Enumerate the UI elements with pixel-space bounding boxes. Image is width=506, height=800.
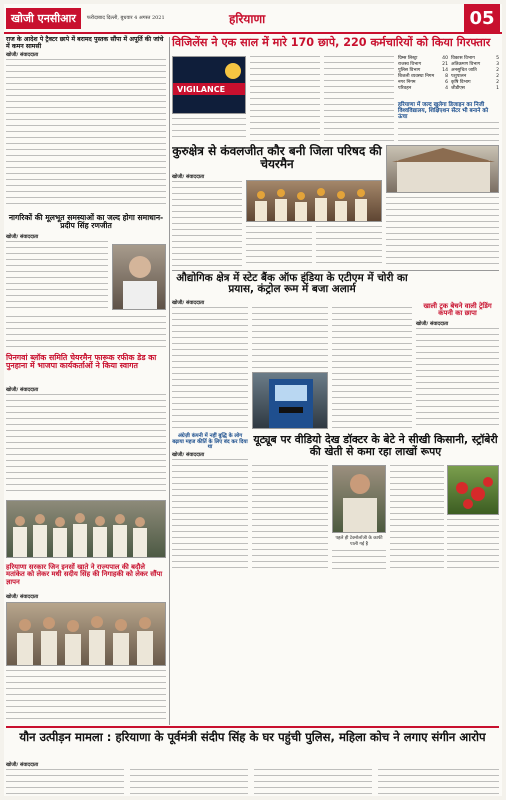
pinjore-group-photo [6,500,166,558]
story-kurukshetra-headline: कुरुक्षेत्र से कंवलजीत कौर बनी जिला परिषद की चेयरमैन [172,144,382,171]
vigilance-badge-text: VIGILANCE [177,85,226,94]
table-row: नगर निगम 6 [398,80,448,85]
story-youtube-body-4 [447,519,499,569]
vigilance-badge-graphic [172,56,246,114]
table-row: कृषि विभाग 2 [451,80,499,85]
story-youtube-body-1 [252,465,328,569]
table-row: पुलिस विभाग 14 [398,68,448,73]
farmer-photo [332,465,386,533]
story-metoo-body-1 [6,769,124,795]
department-table-left [398,56,448,92]
story-trucks-headline: खाली ट्रक बेचने वाली ट्रेडिंग कंपनी का छापा [423,302,492,318]
story-kurukshetra-body-3 [316,226,382,267]
story-metoo-body-2 [130,769,248,795]
story-youtube-headline: यूट्यूब पर वीडियो देख डॉक्टर के बेटे ने सीखी किसानी, स्ट्रॉबेरी की खेती से कमा रहा लाखों रूपए [253,433,498,458]
story-vigilance-body-2 [324,56,394,142]
table-row: परिवहन 4 [398,86,448,91]
farmer-photo-caption: पहले ही टेक्नोलॉजी के काफी पाली गई है [335,536,383,547]
story-pension-byline: खोजी/ संवाददाता [6,594,39,600]
story-leader-body-2 [6,316,166,348]
table-row: विकास विभाग 5 [451,56,499,61]
story-university-body [398,122,499,142]
story-youtube-body-2 [332,550,386,569]
page-number: 05 [464,4,500,32]
story-leader-body [6,241,108,313]
table-row: ग्रिम्स लिस्ट्रा 40 [398,56,448,61]
newspaper-page [4,4,502,796]
story-kurukshetra-body-2 [246,226,312,267]
story-left-top-headline: राज के आदेश पे ट्रैक्टर छापे में बरामद पुस्तक सौंपा में अपूर्ति की जांचे में कमन सामसी [6,36,164,50]
story-left-top-byline: खोजी/ संवाददाता [6,52,39,58]
story-leader-byline: खोजी/ संवाददाता [6,234,39,240]
story-sbi-body-1 [172,307,248,429]
story-metoo-body-4 [378,769,499,795]
table-row: राजस्व विभाग 21 [398,62,448,67]
story-english-headline: अंग्रेज़ी कंपनी में नहीं बुद्धि के लोग बढ़ाया महज कीर्ति के लिए बंद कर दिया था [172,433,248,451]
story-vigilance-headline: विजिलेंस ने एक साल में मारे 170 छापे, 220 कर्मचारियों को किया गिरफ्तार [172,36,491,49]
pension-group-photo [6,602,166,666]
story-trucks-body [416,328,499,429]
story-left-top-body [6,59,166,209]
section-divider [172,270,499,271]
story-metoo-headline: यौन उत्पीड़न मामला : हरियाणा के पूर्वमंत्री संदीप सिंह के घर पहुंची पुलिस, महिला कोच ने लगाए संगीन आरोप [19,730,486,744]
story-pinjore-headline: पिनगवां ब्लॉक समिति चेयरमैन फारूक रफीक डेड का पुनहाना में भाजपा कार्यकर्ताओं ने किया स्वागत [6,353,157,371]
story-university-headline: हरियाणा में जल्द खुलेगा डिजाइन का निजी विश्वविद्यालय, शिक्षिएशन सेंटर भी बनाने को ऊंचा [398,102,489,121]
story-pinjore-body [6,394,166,494]
column-divider [169,37,170,725]
story-pension-headline: हरियाणा सरकार जिन इनसों खाते ने राज्यपाल की बदौले मतांकेत को लेकर मधी सदीय सिंह की निगाहकी को लेकर सौंपा ज्ञापन [6,563,163,586]
dateline: फरीदाबाद दिल्ली, बुधवार 4 अगस्त 2021 [86,14,165,21]
section-title: हरियाणा [229,12,266,26]
university-photo [386,145,499,193]
atm-photo [252,372,328,429]
story-vigilance-body-3 [172,118,246,142]
story-sbi-headline: औद्योगिक क्षेत्र में स्टेट बैंक ऑफ इंडिया के एटीएम में चोरी का प्रयास, कंट्रोल रूम में बजा अलार्म [176,272,408,296]
masthead [4,4,502,34]
story-english-body [172,459,248,569]
story-sbi-body-3 [332,307,412,429]
story-english-byline: खोजी/ संवाददाता [172,452,205,458]
story-metoo-body-3 [254,769,372,795]
story-trucks-byline: खोजी/ संवाददाता [416,321,449,327]
story-youtube-body-3 [390,465,444,569]
table-row: बिजली व्यवस्था निगम 8 [398,74,448,79]
bottom-divider [6,726,499,728]
story-kurukshetra-body-1 [172,181,242,267]
story-leader-headline: नागरिकों की मूलभूत समस्याओं का जल्द होगा समाधान- प्रदीप सिंह रणजीत [8,213,164,231]
leader-portrait-photo [112,244,166,310]
university-body-2 [386,197,499,267]
story-kurukshetra-byline: खोजी/ संवाददाता [172,174,205,180]
story-metoo-byline: खोजी/ संवाददाता [6,762,39,768]
table-row: जीडीएस 1 [451,86,499,91]
story-sbi-body-2 [252,307,328,369]
story-vigilance-body-1 [250,56,320,142]
story-pension-body [6,670,166,722]
story-pinjore-byline: खोजी/ संवाददाता [6,387,39,393]
table-row: अनसुचित जाति 2 [451,68,499,73]
kurukshetra-event-photo [246,180,382,222]
brand-logo: खोजी एनसीआर [6,8,81,29]
table-row: पशुपालन 2 [451,74,499,79]
story-sbi-byline: खोजी/ संवाददाता [172,300,205,306]
department-table-right [451,56,499,92]
table-row: अतिक्रमण विभाग 3 [451,62,499,67]
strawberry-photo [447,465,499,515]
